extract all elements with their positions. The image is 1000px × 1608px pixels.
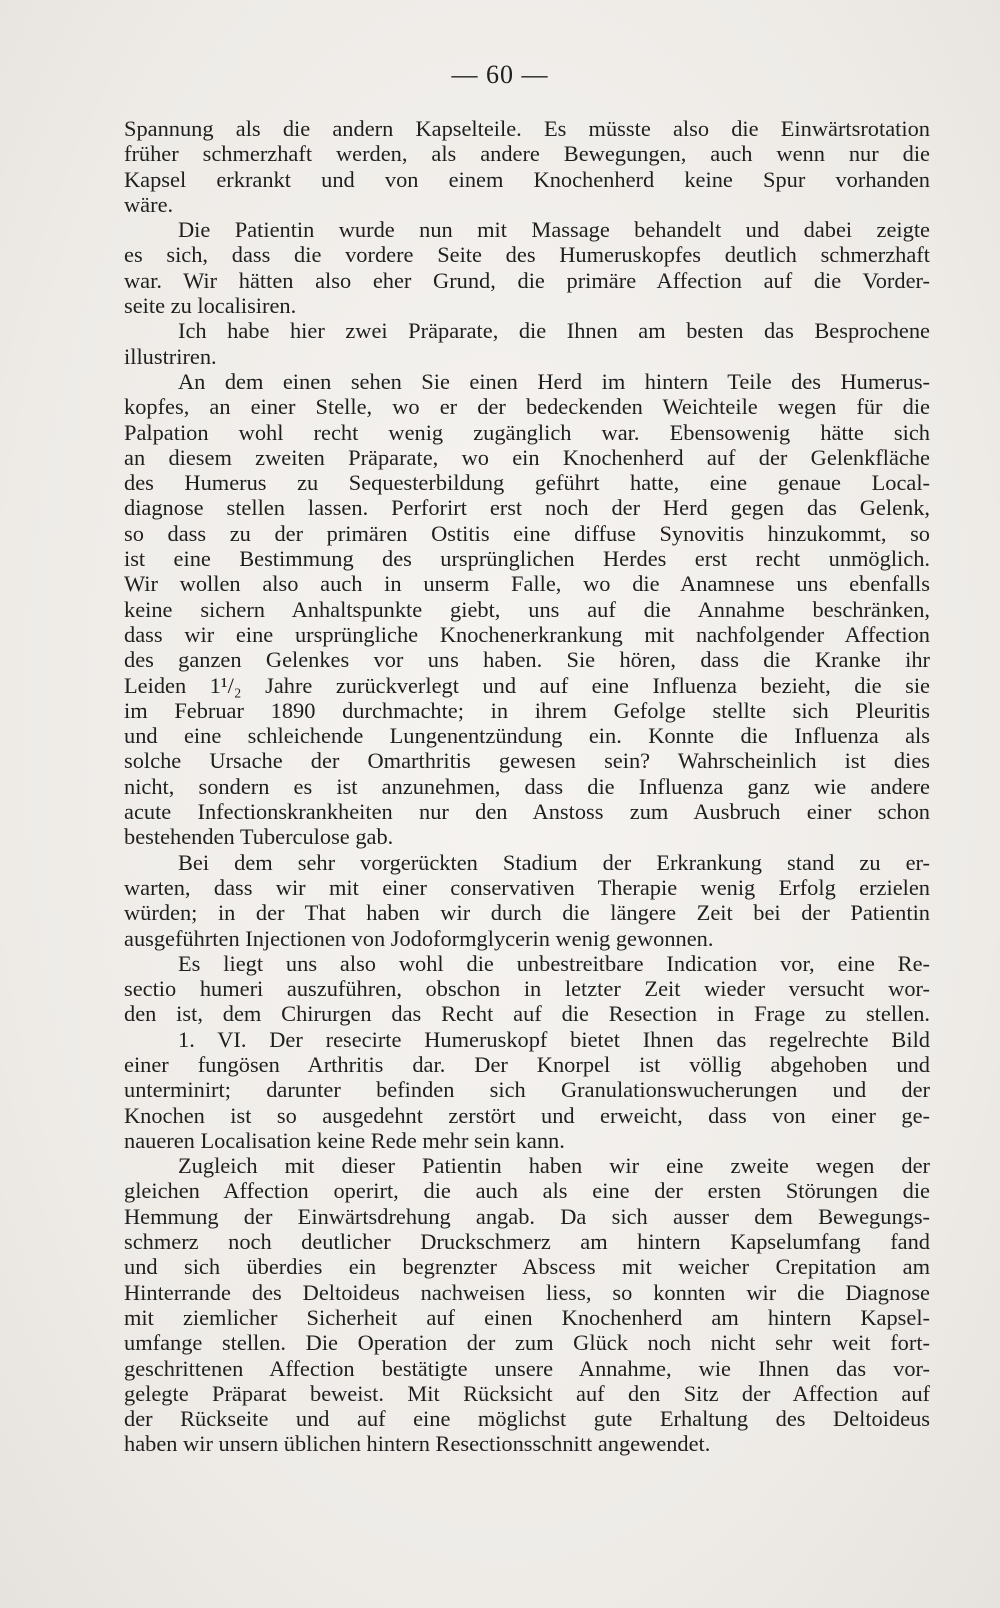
text-line: einer fungösen Arthritis dar. Der Knorpel ist völlig abgehoben und [124,1051,930,1077]
text-line: so dass zu der primären Ostitis eine diffuse Synovitis hinzukommt, so [124,520,930,546]
text-line: warten, dass wir mit einer conservativen Therapie wenig Erfolg erzielen [124,874,930,900]
text-line: gelegte Präparat beweist. Mit Rücksicht auf den Sitz der Affection auf [124,1380,930,1406]
text-line: nicht, sondern es ist anzunehmen, dass die Influenza ganz wie andere [124,773,930,799]
text-line: würden; in der That haben wir durch die längere Zeit bei der Patientin [124,900,930,926]
text-line: der Rückseite und auf eine möglichst gute Erhaltung des Deltoideus [124,1406,930,1432]
text-line: Es liegt uns also wohl die unbestreitbare Indication vor, eine Re- [178,950,930,976]
text-line: sectio humeri auszuführen, obschon in letzter Zeit wieder versucht wor- [124,976,930,1002]
text-line: Wir wollen also auch in unserm Falle, wo die Anamnese uns ebenfalls [124,571,930,597]
text-line: gleichen Affection operirt, die auch als eine der ersten Störungen die [124,1178,930,1204]
text-line: ist eine Bestimmung des ursprünglichen Herdes erst recht unmöglich. [124,546,930,572]
text-line: acute Infectionskrankheiten nur den Anstoss zum Ausbruch einer schon [124,799,930,825]
text-line: und eine schleichende Lungenentzündung ein. Konnte die Influenza als [124,723,930,749]
text-line: kopfes, an einer Stelle, wo er der bedeckenden Weichteile wegen für die [124,394,930,420]
text-line: den ist, dem Chirurgen das Recht auf die Resection in Frage zu stellen. [124,1001,930,1027]
text-line: Zugleich mit dieser Patientin haben wir eine zweite wegen der [178,1153,930,1179]
text-line: war. Wir hätten also eher Grund, die primäre Affection auf die Vorder- [124,267,930,293]
text-line: Kapsel erkrankt und von einem Knochenherd keine Spur vorhanden [124,166,930,192]
text-line: dass wir eine ursprüngliche Knochenerkrankung mit nachfolgender Affection [124,621,930,647]
text-line: Spannung als die andern Kapselteile. Es müsste also die Einwärtsrotation [124,116,930,141]
text-line: geschrittenen Affection bestätigte unsere Annahme, wie Ihnen das vor- [124,1355,930,1381]
text-line: An dem einen sehen Sie einen Herd im hintern Teile des Humerus- [178,368,930,394]
text-line: im Februar 1890 durchmachte; in ihrem Gefolge stellte sich Pleuritis [124,697,930,723]
text-line: diagnose stellen lassen. Perforirt erst noch der Herd gegen das Gelenk, [124,495,930,521]
page-number: — 60 — [451,60,549,89]
text-line: umfange stellen. Die Operation der zum Glück noch nicht sehr weit fort- [124,1330,930,1356]
body-text [124,116,930,1457]
text-line: keine sichern Anhaltspunkte giebt, uns auf die Annahme beschränken, [124,596,930,622]
text-line: Hinterrande des Deltoideus nachweisen liess, so konnten wir die Diagnose [124,1279,930,1305]
text-line: Die Patientin wurde nun mit Massage behandelt und dabei zeigte [178,217,930,243]
text-line: früher schmerzhaft werden, als andere Bewegungen, auch wenn nur die [124,141,930,167]
text-line: mit ziemlicher Sicherheit auf einen Knochenherd am hintern Kapsel- [124,1304,930,1330]
text-line: unterminirt; darunter befinden sich Granulationswucherungen und der [124,1077,930,1103]
text-line: haben wir unsern üblichen hintern Resectionsschnitt angewendet. [124,1431,711,1457]
text-line: es sich, dass die vordere Seite des Humeruskopfes deutlich schmerzhaft [124,242,930,268]
text-line: und sich überdies ein begrenzter Abscess mit weicher Crepitation am [124,1254,930,1280]
text-line: wäre. [124,191,174,217]
text-line: solche Ursache der Omarthritis gewesen sein? Wahrscheinlich ist dies [124,748,930,774]
text-line: 1. VI. Der resecirte Humeruskopf bietet Ihnen das regelrechte Bild [178,1026,930,1052]
text-line: seite zu localisiren. [124,293,297,319]
text-line: bestehenden Tuberculose gab. [124,824,394,850]
text-line: Hemmung der Einwärtsdrehung angab. Da sich ausser dem Bewegungs- [124,1203,930,1229]
text-line: des ganzen Gelenkes vor uns haben. Sie hören, dass die Kranke ihr [124,647,930,673]
text-line: Palpation wohl recht wenig zugänglich war. Ebensowenig hätte sich [124,419,930,445]
text-line: an diesem zweiten Präparate, wo ein Knochenherd auf der Gelenkfläche [124,444,930,470]
text-line: Ich habe hier zwei Präparate, die Ihnen am besten das Besprochene [178,318,930,344]
text-line: des Humerus zu Sequesterbildung geführt hatte, eine genaue Local- [124,470,930,496]
text-line: Knochen ist so ausgedehnt zerstört und erweicht, dass von einer ge- [124,1102,930,1128]
text-line: schmerz noch deutlicher Druckschmerz am hintern Kapselumfang fand [124,1229,930,1255]
text-line: naueren Localisation keine Rede mehr sein kann. [124,1127,565,1153]
text-line: Leiden 1¹/₂ Jahre zurückverlegt und auf eine Influenza bezieht, die sie [124,672,930,698]
text-line: illustriren. [124,343,217,369]
text-line: Bei dem sehr vorgerückten Stadium der Erkrankung stand zu er- [178,849,930,875]
text-line: ausgeführten Injectionen von Jodoformglycerin wenig gewonnen. [124,925,714,951]
